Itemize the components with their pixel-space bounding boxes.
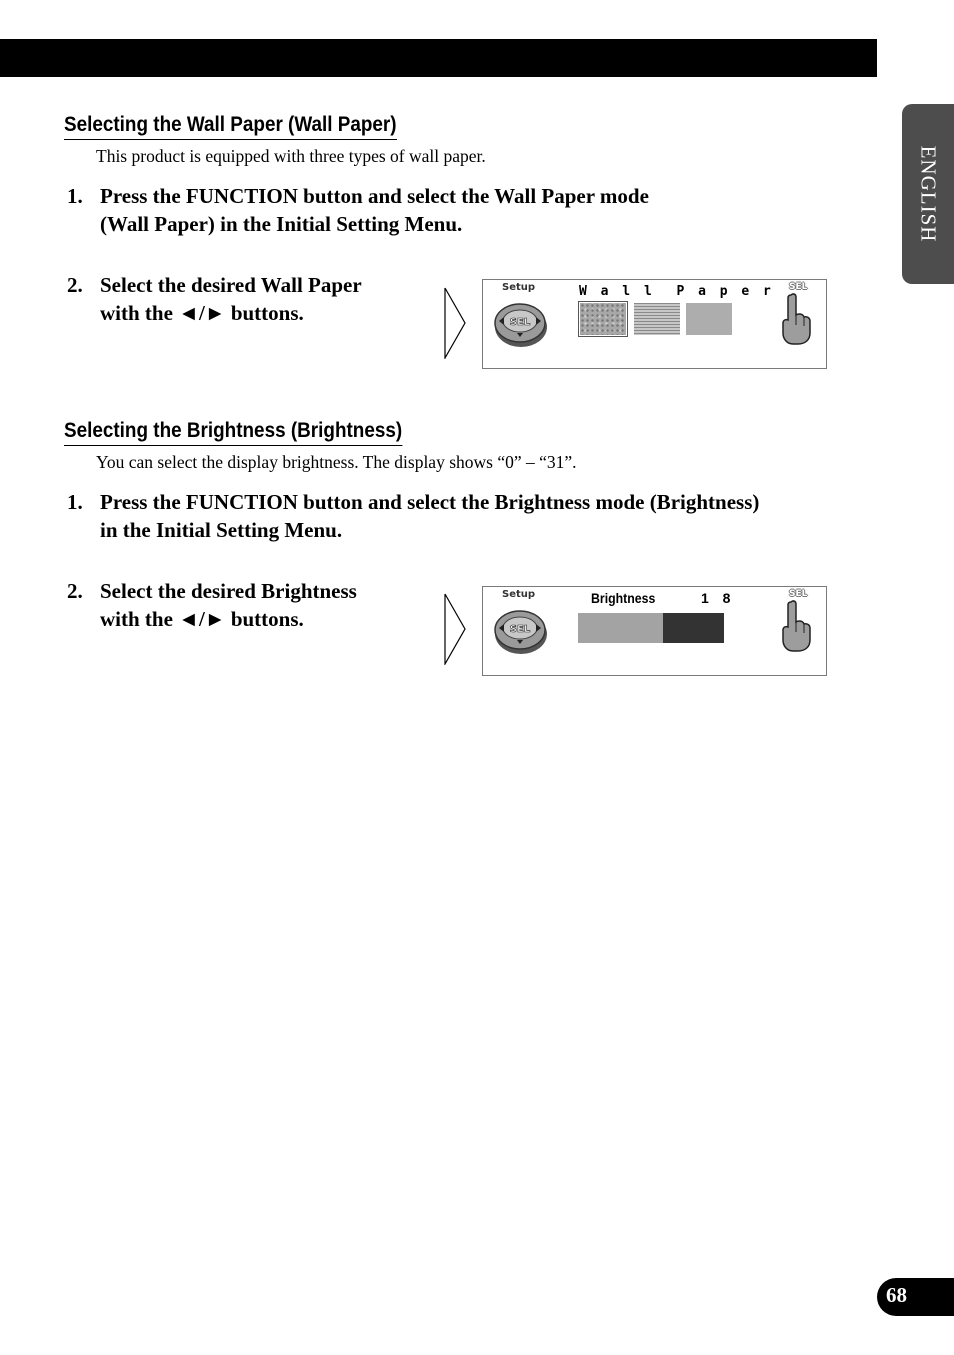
brightness-bar-fill [578,613,663,643]
page-number-tab [877,1278,954,1316]
brightness-value: 1 8 [701,590,736,606]
header-bar [0,39,877,77]
setup-label: Setup [502,589,536,600]
step-line: with the ◄/► buttons. [100,301,304,325]
sel-label: SEL [789,282,808,292]
sel-label: SEL [789,589,808,599]
wall-paper-swatch-stone [580,303,626,335]
brightness-step-1 [67,488,759,544]
step-number: 1. [67,490,83,514]
brightness-label: Brightness [591,590,656,606]
chevron-right-icon [444,287,466,359]
knob-label: SEL [509,624,531,635]
brightness-intro: You can select the display brightness. The display shows “0” – “31”. [96,452,577,472]
chevron-right-icon [444,593,466,665]
section-title-brightness: Selecting the Brightness (Brightness) [64,418,402,446]
knob-label: SEL [509,317,531,328]
pointing-hand-icon [779,600,813,652]
page-number: 68 [886,1283,907,1307]
pointing-hand-icon [779,293,813,345]
sel-knob-icon [493,604,549,656]
step-line: in the Initial Setting Menu. [100,518,343,542]
language-tab [902,104,954,284]
sel-knob-icon [493,297,549,349]
step-number: 2. [67,579,83,603]
step-line: Press the FUNCTION button and select the Wall Paper mode [100,184,649,208]
wall-paper-swatch-plain [686,303,732,335]
step-line: Press the FUNCTION button and select the Brightness mode (Brightness) [100,490,760,514]
brightness-step-2 [67,577,357,633]
step-line: with the ◄/► buttons. [100,607,304,631]
wall-paper-step-1 [67,182,649,238]
step-number: 1. [67,184,83,208]
wall-paper-swatch-lines [634,303,680,335]
section-title-wall-paper: Selecting the Wall Paper (Wall Paper) [64,112,397,140]
wall-paper-intro: This product is equipped with three types of wall paper. [96,146,486,166]
step-line: Select the desired Wall Paper [100,273,362,297]
language-tab-label: ENGLISH [916,145,941,243]
step-line: Select the desired Brightness [100,579,357,603]
brightness-display [482,586,827,676]
wall-paper-title: W a l l P a p e r [579,284,774,299]
brightness-bar [578,613,724,643]
setup-label: Setup [502,282,536,293]
wall-paper-step-2 [67,271,362,327]
step-number: 2. [67,273,83,297]
wall-paper-display [482,279,827,369]
step-line: (Wall Paper) in the Initial Setting Menu. [100,212,463,236]
